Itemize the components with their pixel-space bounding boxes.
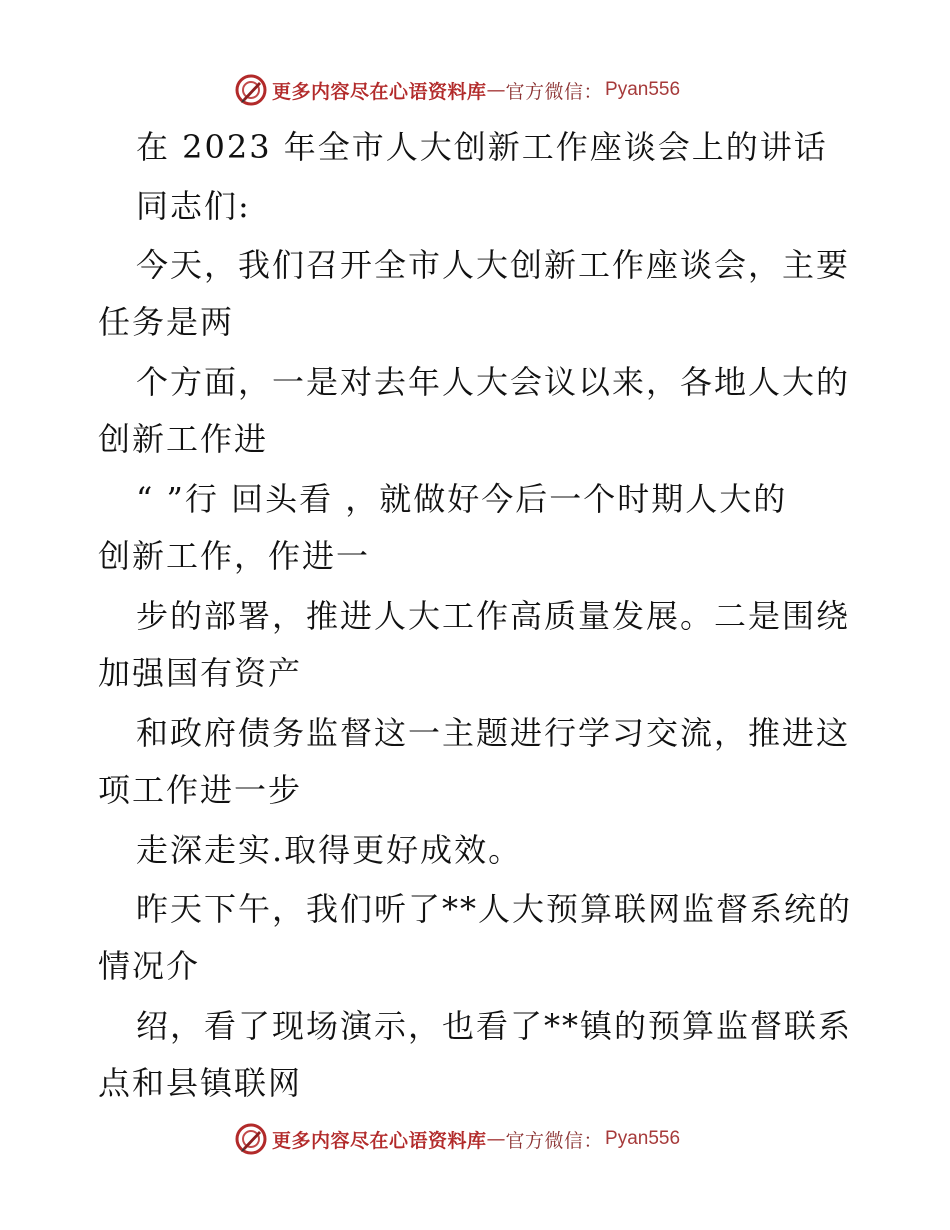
banner-wechat-id: Pyan556: [605, 1128, 681, 1149]
text-line: 任务是两: [98, 303, 235, 341]
text-line: 昨天下午，我们听了**人大预算联网监督系统的: [136, 890, 853, 928]
document-title: 在 2023 年全市人大创新工作座谈会上的讲话: [136, 128, 828, 166]
text-line: 情况介: [98, 947, 201, 985]
banner-dash: —: [486, 79, 506, 101]
text-line: 个方面，一是对去年人大会议以来，各地人大的: [136, 363, 851, 401]
banner-title: 更多内容尽在心语资料库: [272, 80, 487, 103]
text-line: 创新工作进: [98, 420, 269, 458]
header-banner: [234, 72, 680, 108]
banner-dash: —: [486, 1128, 506, 1150]
text-line: 创新工作，作进一: [98, 537, 371, 575]
banner-wechat-label: 官方微信：: [505, 80, 604, 103]
text-line: 步的部署，推进人大工作高质量发展。二是围绕: [136, 597, 851, 635]
banner-title: 更多内容尽在心语资料库: [272, 1129, 487, 1152]
text-line: 今天，我们召开全市人大创新工作座谈会，主要: [136, 246, 851, 284]
text-line: “ ”行 回头看 ，就做好今后一个时期人大的: [136, 480, 788, 518]
text-line: 点和县镇联网: [98, 1064, 303, 1102]
text-line: 项工作进一步: [98, 771, 303, 809]
text-line: 加强国有资产: [98, 654, 303, 692]
text-line: 走深走实.取得更好成效。: [136, 831, 523, 869]
text-line: 绍，看了现场演示，也看了**镇的预算监督联系: [136, 1007, 853, 1045]
text-line: 和政府债务监督这一主题进行学习交流，推进这: [136, 714, 851, 752]
pen-circle-logo-icon: [234, 1122, 268, 1156]
banner-wechat-id: Pyan556: [605, 79, 681, 100]
banner-wechat-label: 官方微信：: [505, 1129, 604, 1152]
salutation: 同志们:: [136, 187, 251, 225]
pen-circle-logo-icon: [234, 73, 268, 107]
footer-banner: [234, 1121, 680, 1157]
